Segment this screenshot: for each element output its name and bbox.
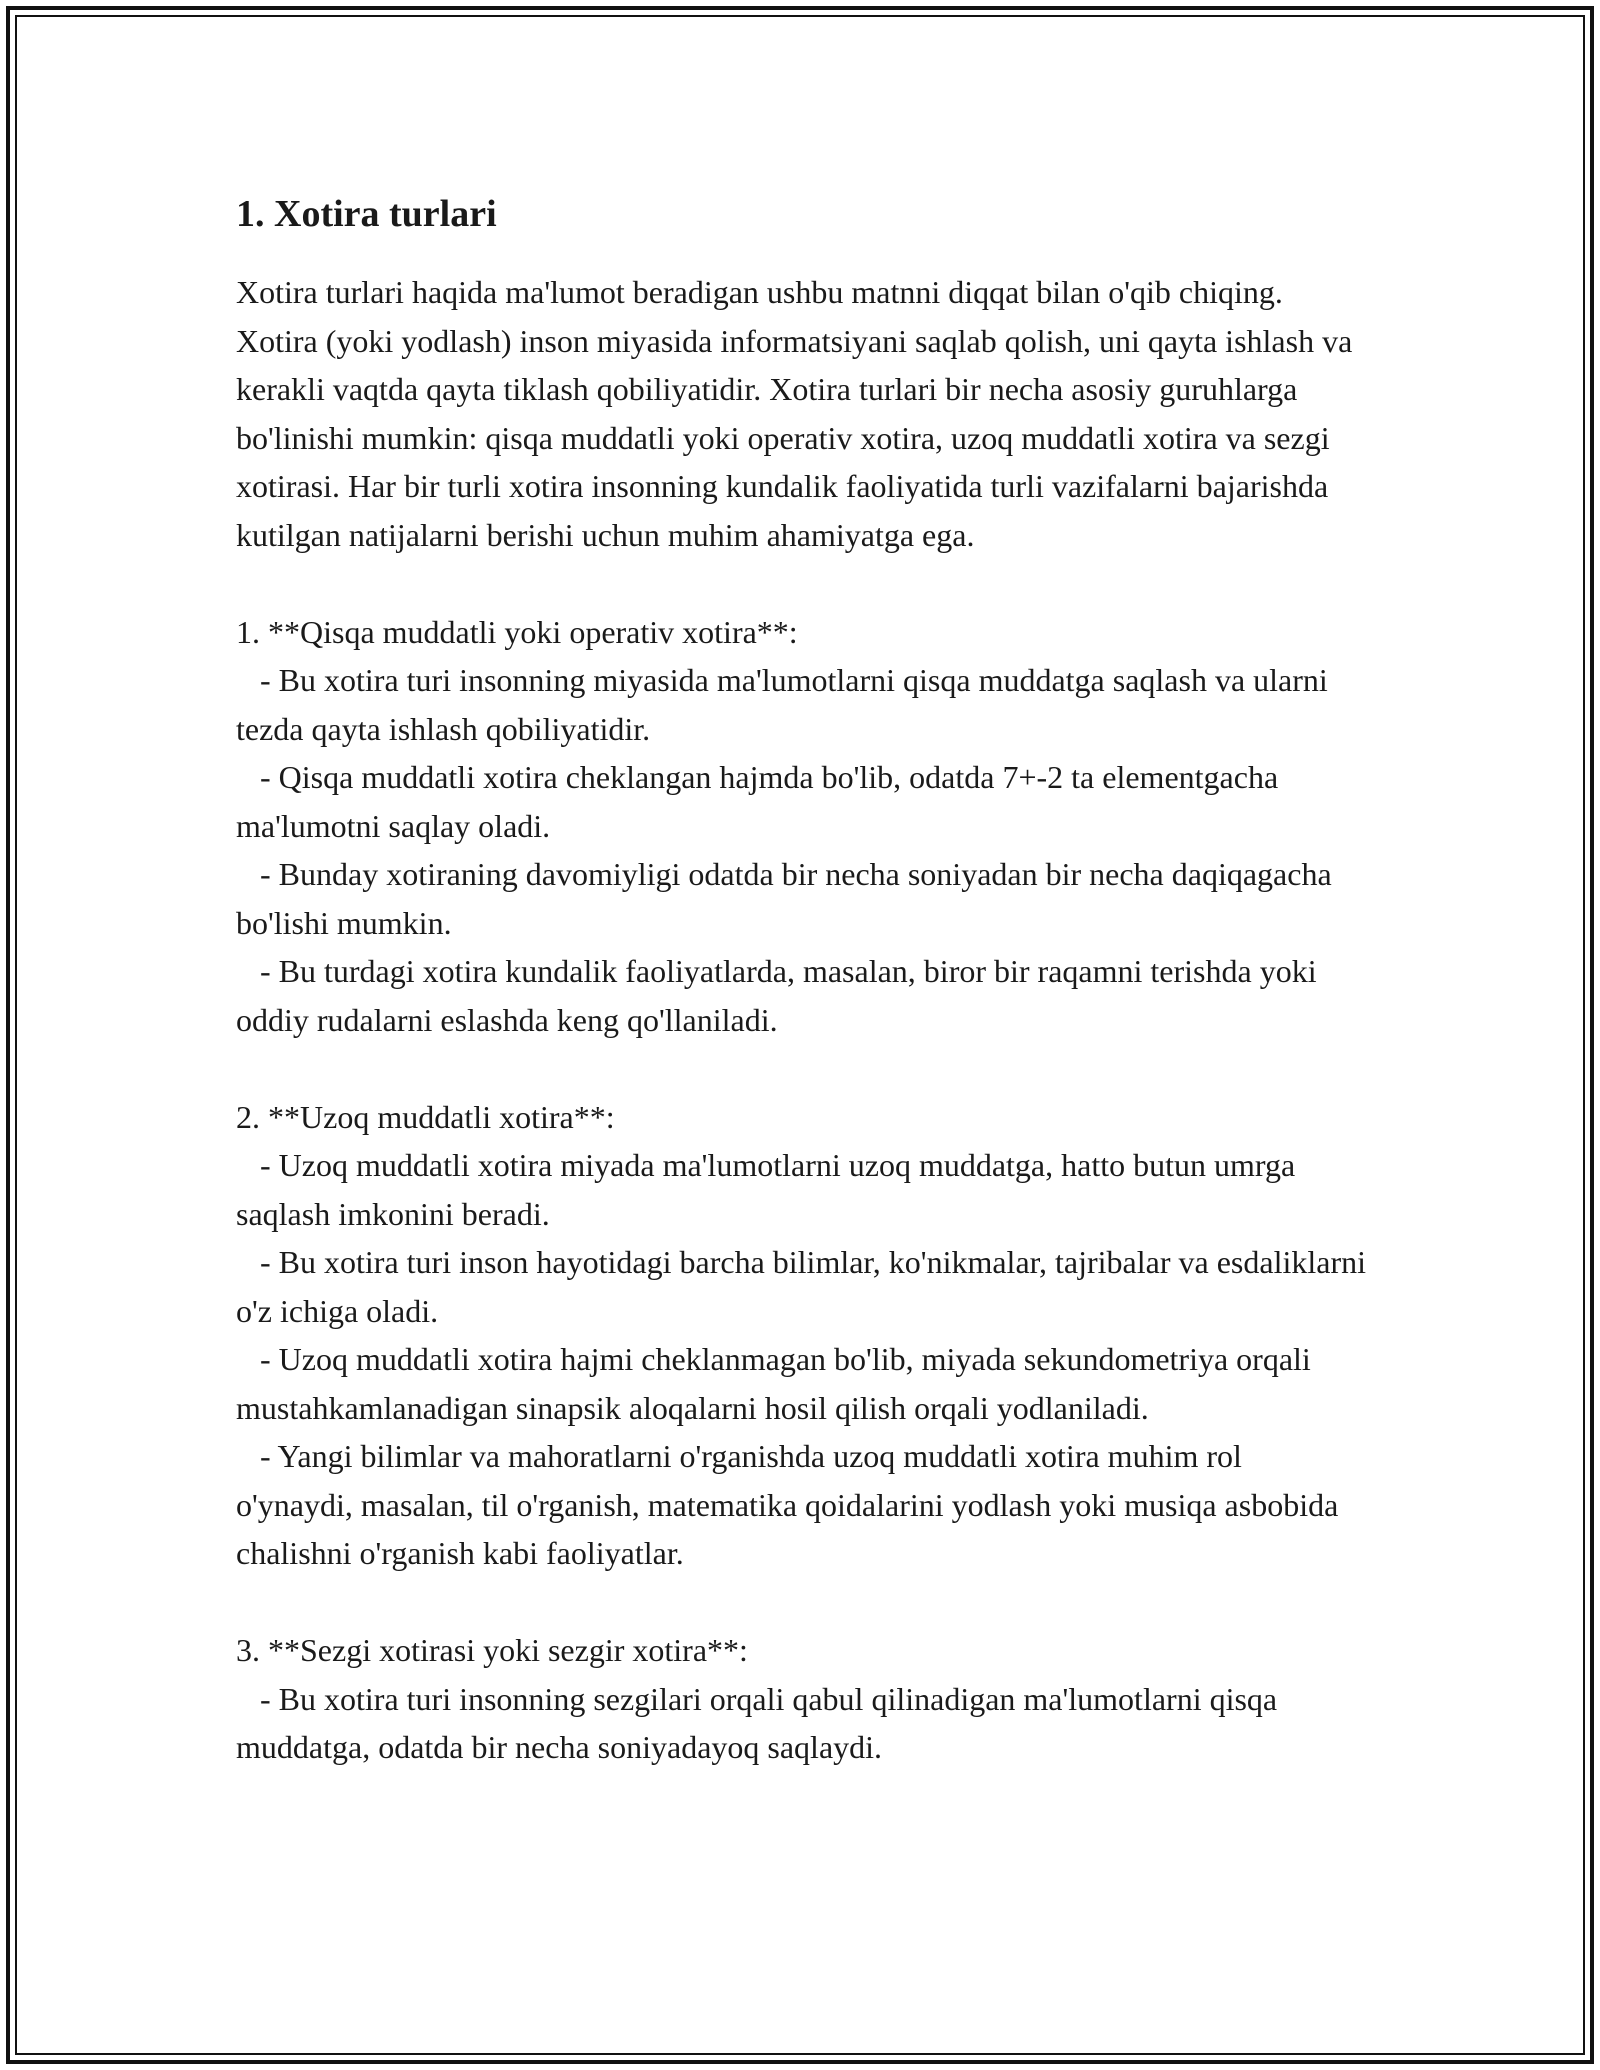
section-title: 2. **Uzoq muddatli xotira**: xyxy=(236,1098,615,1135)
section-sensory-memory xyxy=(236,1626,1366,1772)
bullet-item: - Bu xotira turi inson hayotidagi barcha bilimlar, ko'nikmalar, tajribalar va esdaliklarni o'z ichiga oladi. xyxy=(236,1244,1374,1329)
spacer xyxy=(236,1578,1366,1627)
bullet-item: - Bu xotira turi insonning miyasida ma'lumotlarni qisqa muddatga saqlash va ularni tezda qayta ishlash qobiliyatidir. xyxy=(236,662,1336,747)
spacer xyxy=(236,559,1366,608)
section-long-term-memory xyxy=(236,1093,1374,1578)
bullet-item: - Uzoq muddatli xotira miyada ma'lumotlarni uzoq muddatga, hatto butun umrga saqlash imkonini beradi. xyxy=(236,1147,1304,1232)
document-body xyxy=(236,188,1374,1772)
bullet-item: - Bu turdagi xotira kundalik faoliyatlarda, masalan, biror bir raqamni terishda yoki oddiy rudalarni eslashda keng qo'llaniladi. xyxy=(236,953,1325,1038)
bullet-item: - Uzoq muddatli xotira hajmi cheklanmagan bo'lib, miyada sekundometriya orqali mustahkamlanadigan sinapsik aloqalarni hosil qilish orqali yodlaniladi. xyxy=(236,1341,1319,1426)
spacer xyxy=(236,1044,1366,1093)
section-title: 1. **Qisqa muddatli yoki operativ xotira**: xyxy=(236,613,798,650)
section-short-term-memory xyxy=(236,608,1366,1045)
bullet-item: - Bu xotira turi insonning sezgilari orqali qabul qilinadigan ma'lumotlarni qisqa muddatga, odatda bir necha soniyadayoq saqlaydi. xyxy=(236,1680,1286,1765)
intro-paragraph: Xotira turlari haqida ma'lumot beradigan ushbu matnni diqqat bilan o'qib chiqing. Xotira (yoki yodlash) inson miyasida informatsiyani saqlab qolish, uni qayta ishlash va kerakli vaqtda qayta tiklash qobiliyatidir. Xotira turlari bir necha asosiy guruhlarga bo'linishi mumkin: qisqa muddatli yoki operativ xotira, uzoq muddatli xotira va sezgi xotirasi. Har bir turli xotira insonning kundalik faoliyatida turli vazifalarni bajarishda kutilgan natijalarni berishi uchun muhim ahamiyatga ega. xyxy=(236,274,1353,553)
bullet-item: - Bunday xotiraning davomiyligi odatda bir necha soniyadan bir necha daqiqagacha bo'lishi mumkin. xyxy=(236,856,1340,941)
bullet-item: - Yangi bilimlar va mahoratlarni o'rganishda uzoq muddatli xotira muhim rol o'ynaydi, masalan, til o'rganish, matematika qoidalarini yodlash yoki musiqa asbobida chalishni o'rganish kabi faoliyatlar. xyxy=(236,1438,1347,1571)
document-heading: 1. Xotira turlari xyxy=(236,193,497,235)
section-title: 3. **Sezgi xotirasi yoki sezgir xotira**: xyxy=(236,1632,748,1668)
bullet-item: - Qisqa muddatli xotira cheklangan hajmda bo'lib, odatda 7+-2 ta elementgacha ma'lumotni saqlay oladi. xyxy=(236,759,1287,844)
